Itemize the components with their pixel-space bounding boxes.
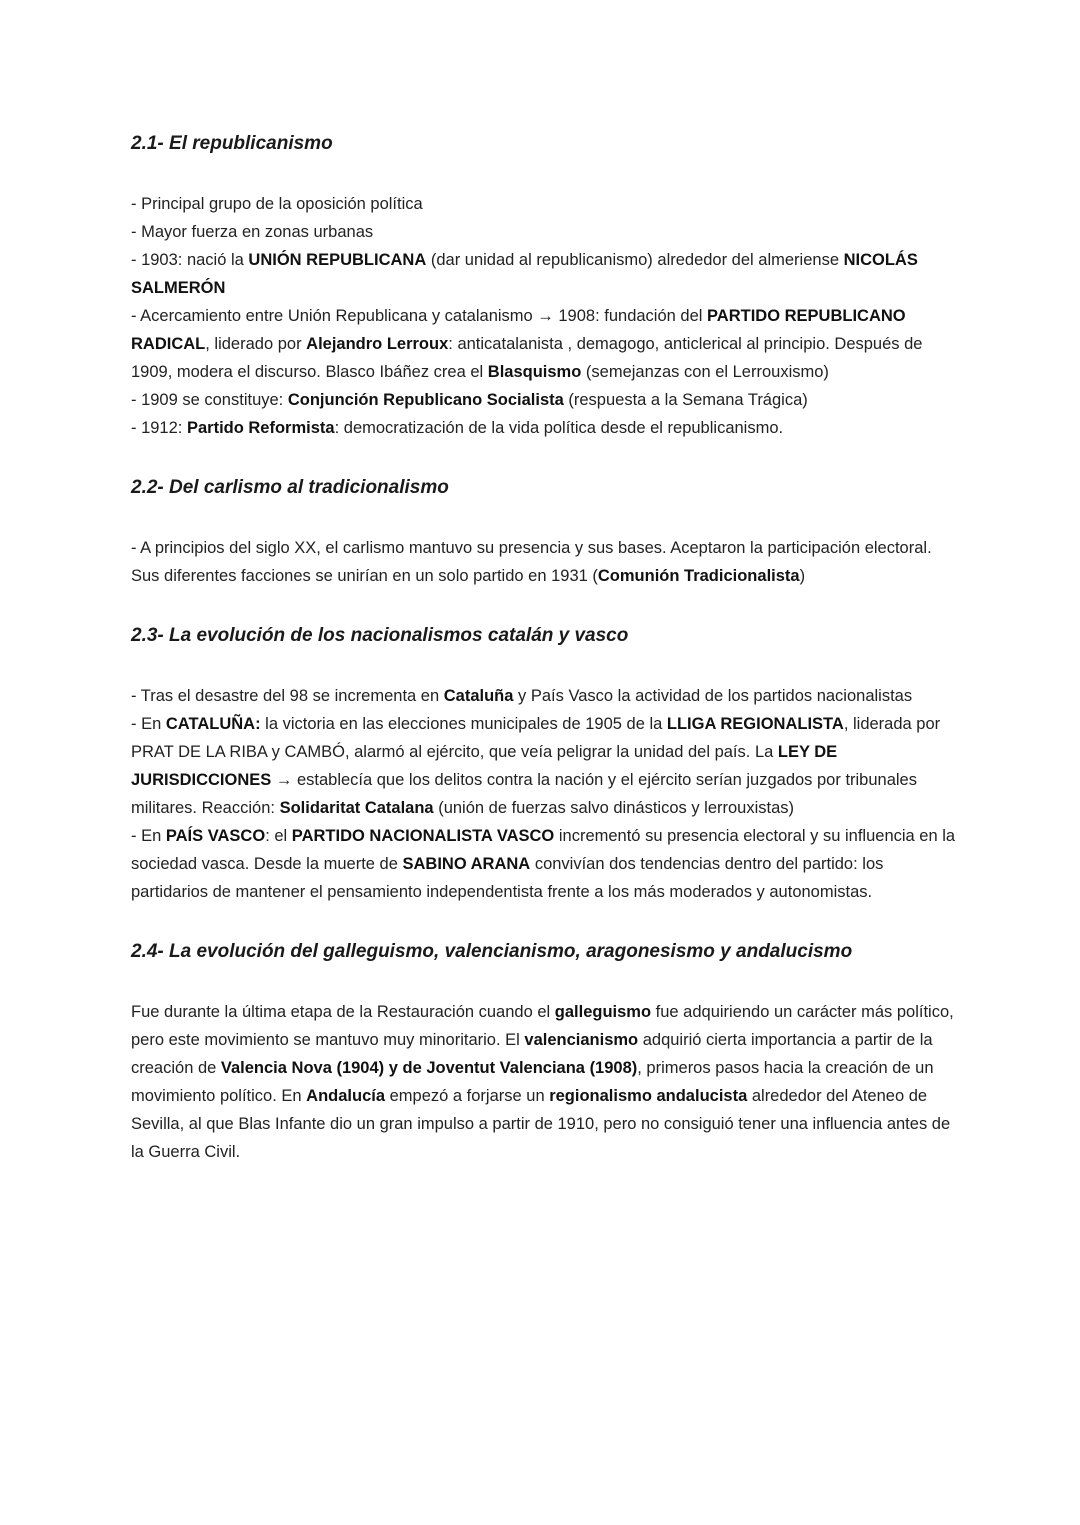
bold-text: CATALUÑA: xyxy=(165,715,261,733)
bold-text: PAÍS VASCO xyxy=(165,827,266,845)
text-run: Fue durante la última etapa de la Restauración cuando el xyxy=(131,1003,555,1021)
text-run: alrededor del Ateneo de Sevilla, al que Blas Infante dio un gran impulso a partir de 1910, pero no consiguió tener una influencia antes de la Guerra Civil. xyxy=(131,1087,951,1161)
text-run: : democratización de la vida política desde el republicanismo. xyxy=(334,419,784,437)
bold-text: NICOLÁS SALMERÓN xyxy=(131,251,918,297)
bold-text: UNIÓN REPUBLICANA xyxy=(248,251,427,269)
bold-text: Partido Reformista xyxy=(186,419,335,437)
text-run: ) xyxy=(799,567,806,585)
bold-text: LEY DE JURISDICCIONES xyxy=(131,743,838,789)
bold-text: SABINO ARANA xyxy=(402,855,531,873)
section-heading: 2.4- La evolución del galleguismo, valencianismo, aragonesismo y andalucismo xyxy=(131,941,853,962)
text-run: , liderado por xyxy=(205,335,307,353)
paragraph-line xyxy=(131,218,961,246)
text-run: adquirió cierta importancia a partir de la creación de xyxy=(131,1031,933,1077)
paragraph-line xyxy=(131,822,961,906)
text-run: fue adquiriendo un carácter más político, pero este movimiento se mantuvo muy minoritario. El xyxy=(131,1003,954,1049)
text-run: - Tras el desastre del 98 se incrementa en xyxy=(131,687,444,705)
text-run: - Acercamiento entre Unión Republicana y catalanismo → 1908: fundación del xyxy=(131,307,708,325)
section-1 xyxy=(131,130,961,474)
text-run: : el xyxy=(265,827,292,845)
paragraph-line xyxy=(131,710,961,822)
text-run: → establecía que los delitos contra la nación y el ejército serían juzgados por tribunales militares. Reacción: xyxy=(131,771,917,817)
text-run: , primeros pasos hacia la creación de un movimiento político. En xyxy=(131,1059,934,1105)
text-run: (dar unidad al republicanismo) alrededor del almeriense xyxy=(426,251,844,269)
bold-text: LLIGA REGIONALISTA xyxy=(666,715,844,733)
bold-text: Andalucía xyxy=(306,1087,386,1105)
text-run: convivían dos tendencias dentro del partido: los partidarios de mantener el pensamiento independentista frente a los más moderados y autonomistas. xyxy=(131,855,884,901)
paragraph-line xyxy=(131,414,961,442)
paragraph-line xyxy=(131,534,961,590)
text-run: incrementó su presencia electoral y su influencia en la sociedad vasca. Desde la muerte de xyxy=(131,827,956,873)
paragraph-line xyxy=(131,998,961,1166)
document-page xyxy=(131,130,961,1166)
section-heading: 2.3- La evolución de los nacionalismos catalán y vasco xyxy=(131,625,629,646)
bold-text: Conjunción Republicano Socialista xyxy=(287,391,564,409)
section-heading: 2.1- El republicanismo xyxy=(131,133,333,154)
text-run: y País Vasco la actividad de los partidos nacionalistas xyxy=(513,687,913,705)
text-run: - 1909 se constituye: xyxy=(131,391,288,409)
bold-text: Valencia Nova (1904) y de Joventut Valenciana (1908) xyxy=(220,1059,638,1077)
bold-text: Blasquismo xyxy=(487,363,582,381)
section-heading: 2.2- Del carlismo al tradicionalismo xyxy=(131,477,449,498)
text-run: : anticatalanista , demagogo, anticlerical al principio. Después de 1909, modera el discurso. Blasco Ibáñez crea el xyxy=(131,335,923,381)
text-run: empezó a forjarse un xyxy=(385,1087,550,1105)
text-run: (respuesta a la Semana Trágica) xyxy=(563,391,808,409)
text-run: - En xyxy=(131,715,166,733)
text-run: - 1912: xyxy=(131,419,187,437)
section-3 xyxy=(131,622,961,938)
text-run: la victoria en las elecciones municipales de 1905 de la xyxy=(260,715,667,733)
bold-text: Solidaritat Catalana xyxy=(279,799,434,817)
text-run: - 1903: nació la xyxy=(131,251,249,269)
bold-text: PARTIDO NACIONALISTA VASCO xyxy=(291,827,555,845)
text-run: - Mayor fuerza en zonas urbanas xyxy=(131,223,374,241)
section-4 xyxy=(131,938,961,1166)
section-2 xyxy=(131,474,961,622)
paragraph-line xyxy=(131,302,961,386)
bold-text: regionalismo andalucista xyxy=(549,1087,748,1105)
bold-text: valencianismo xyxy=(524,1031,639,1049)
paragraph-line xyxy=(131,190,961,218)
paragraph-line xyxy=(131,682,961,710)
bold-text: galleguismo xyxy=(554,1003,652,1021)
bold-text: Cataluña xyxy=(443,687,514,705)
text-run: - En xyxy=(131,827,166,845)
text-run: (unión de fuerzas salvo dinásticos y lerrouxistas) xyxy=(433,799,795,817)
paragraph-line xyxy=(131,386,961,414)
text-run: - Principal grupo de la oposición política xyxy=(131,195,423,213)
bold-text: Comunión Tradicionalista xyxy=(597,567,800,585)
text-run: - A principios del siglo XX, el carlismo mantuvo su presencia y sus bases. Aceptaron la participación electoral. Sus diferentes facciones se unirían en un solo partido en 1931 ( xyxy=(131,539,932,585)
text-run: (semejanzas con el Lerrouxismo) xyxy=(581,363,829,381)
bold-text: Alejandro Lerroux xyxy=(306,335,449,353)
text-run: , liderada por PRAT DE LA RIBA y CAMBÓ, alarmó al ejército, que veía peligrar la unidad del país. La xyxy=(131,715,941,761)
paragraph-line xyxy=(131,246,961,302)
bold-text: PARTIDO REPUBLICANO RADICAL xyxy=(131,307,906,353)
